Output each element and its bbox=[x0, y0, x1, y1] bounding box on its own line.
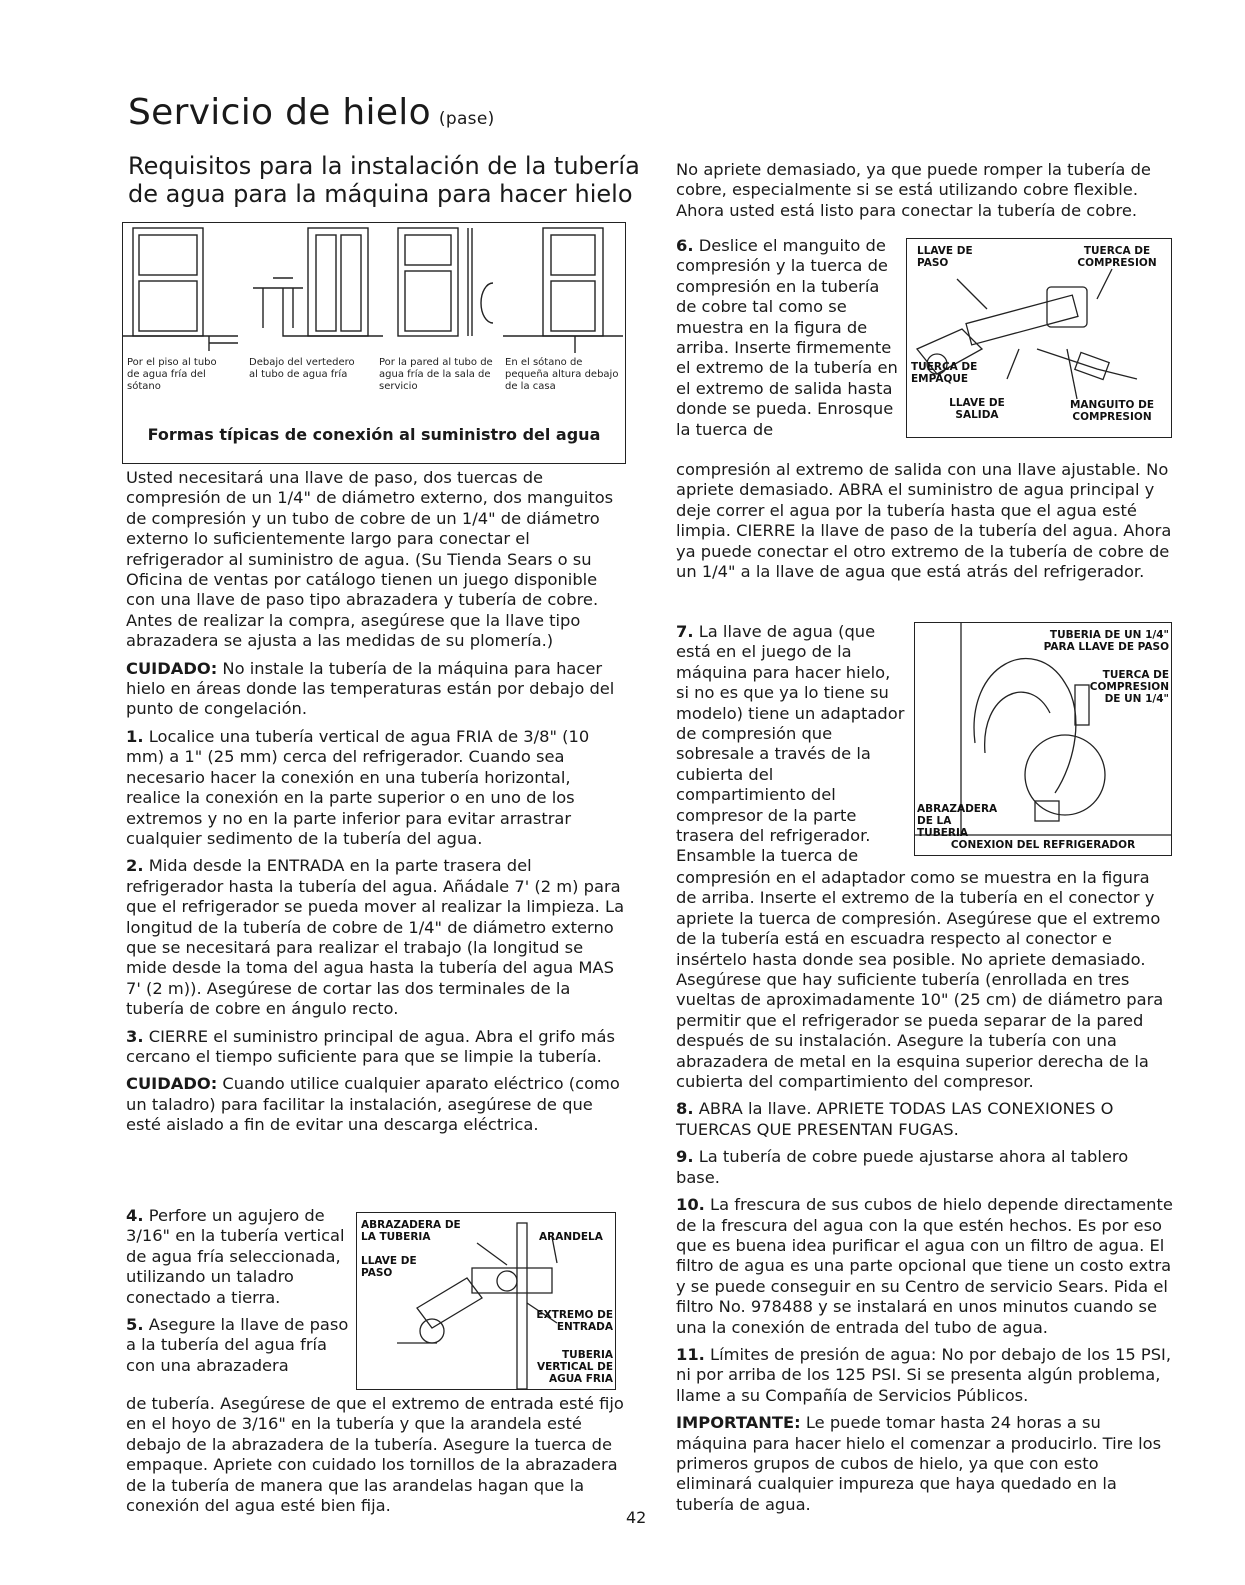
important-text: Le puede tomar hasta 24 horas a su máquina para hacer hielo el comenzar a producirlo. Tire los primeros grupos de cubos de hielo, ya que con esto eliminará cualquier impureza que haya quedado en la tubería de agua. bbox=[676, 1413, 1162, 1514]
step-text: CIERRE el suministro principal de agua. Abra el grifo más cercano el tiempo suficiente para que se limpie la tubería. bbox=[126, 1026, 615, 1066]
step-9 bbox=[676, 1147, 1174, 1188]
label-tuerca-compresion: TUERCA DE COMPRESION bbox=[1077, 245, 1157, 269]
important-label: IMPORTANTE: bbox=[676, 1413, 801, 1433]
right-column-rest bbox=[676, 868, 1174, 1522]
label-llave-paso: LLAVE DE PASO bbox=[361, 1255, 417, 1279]
figure-clamp-valve bbox=[356, 1212, 616, 1390]
label-llave-paso: LLAVE DE PASO bbox=[917, 245, 973, 269]
step-5 bbox=[126, 1315, 354, 1376]
label-tuberia: TUBERIA VERTICAL DE AGUA FRIA bbox=[536, 1349, 613, 1385]
figure-heading: Formas típicas de conexión al suministro del agua bbox=[147, 425, 601, 444]
figure-compression-fitting bbox=[906, 238, 1172, 438]
caution-freezing bbox=[126, 659, 626, 720]
step-number: 3. bbox=[126, 1026, 144, 1046]
step-8 bbox=[676, 1099, 1174, 1140]
step-text: La tubería de cobre puede ajustarse ahora al tablero base. bbox=[676, 1147, 1129, 1187]
step-number: 7. bbox=[676, 622, 694, 641]
step-number: 1. bbox=[126, 726, 144, 746]
label-conexion: CONEXION DEL REFRIGERADOR bbox=[950, 839, 1136, 851]
important-note bbox=[676, 1413, 1174, 1515]
step-number: 8. bbox=[676, 1099, 694, 1119]
step-text: ABRA la llave. APRIETE TODAS LAS CONEXIONES O TUERCAS QUE PRESENTAN FUGAS. bbox=[676, 1099, 1114, 1139]
caution-text: No instale la tubería de la máquina para hacer hielo en áreas donde las temperaturas están por debajo del punto de congelación. bbox=[126, 658, 615, 719]
step-number: 9. bbox=[676, 1147, 694, 1167]
step-text: Asegure la llave de paso a la tubería del agua fría con una abrazadera bbox=[126, 1315, 349, 1375]
caution-label: CUIDADO: bbox=[126, 1074, 218, 1094]
step-7-continued: compresión en el adaptador como se muestra en la figura de arriba. Inserte el extremo de la tubería en el conector y apriete la tuerca de compresión. Asegúrese que el extremo de la tubería está en escuadra respecto al conector e insértelo hasta donde sea posible. No apriete demasiado. Asegúrese que hay suficiente tubería (enrollada en tres vueltas de aproximadamente 10" (25 cm) de diámetro para permitir que el refrigerador se pueda separar de la pared después de su instalación. Asegure la tubería con una abrazadera de metal en la esquina superior derecha de la cubierta del compartimiento del compresor. bbox=[676, 868, 1164, 1092]
caution-label: CUIDADO: bbox=[126, 658, 218, 678]
right-column-step-6b bbox=[676, 460, 1174, 589]
step-number: 2. bbox=[126, 856, 144, 876]
caption-wall: Por la pared al tubo de agua fría de la sala de servicio bbox=[379, 357, 493, 392]
step-number: 6. bbox=[676, 236, 694, 255]
label-arandela: ARANDELA bbox=[539, 1231, 603, 1243]
step-text: Mida desde la ENTRADA en la parte trasera del refrigerador hasta la tubería del agua. Añádale 7' (2 m) para que el refrigerador se pueda mover al realizar la limpieza. La longitud de la tubería de cobre de 1/4" de diámetro externo que se necesitará para realizar el trabajo (la longitud se mide desde la toma del agua hasta la tubería del agua MAS 7' (2 m)). Asegúrese de cortar las dos terminales de la tubería de cobre en ángulo recto. bbox=[126, 856, 625, 1019]
left-column-end bbox=[126, 1394, 626, 1523]
label-llave-salida: LLAVE DE SALIDA bbox=[949, 397, 1005, 421]
right-column-top bbox=[676, 160, 1174, 228]
step-6-continued: compresión al extremo de salida con una llave ajustable. No apriete demasiado. ABRA el suministro de agua principal y deje correr el agua por la tubería hasta que el agua esté limpia. CIERRE la llave de paso de la tubería del agua. Ahora ya puede conectar el otro extremo de la tubería de cobre de un 1/4" a la llave de agua que está atrás del refrigerador. bbox=[676, 460, 1172, 582]
left-column-steps-4-5 bbox=[126, 1206, 354, 1383]
page-title bbox=[128, 92, 495, 133]
caution-electric bbox=[126, 1074, 626, 1135]
step-text: Perfore un agujero de 3/16" en la tubería vertical de agua fría seleccionada, utilizando un taladro conectado a tierra. bbox=[126, 1206, 345, 1307]
step-4 bbox=[126, 1206, 354, 1308]
label-tuberia: TUBERIA DE UN 1/4" PARA LLAVE DE PASO bbox=[1043, 629, 1169, 653]
step-number: 5. bbox=[126, 1315, 144, 1335]
step-number: 11. bbox=[676, 1344, 705, 1364]
label-tuerca-empaque: TUERCA DE EMPAQUE bbox=[911, 361, 978, 385]
step-text: Localice una tubería vertical de agua FRIA de 3/8" (10 mm) a 1" (25 mm) cerca del refrigerador. Cuando sea necesario hacer la conexión en una tubería horizontal, realice la conexión en la parte superior o en uno de los extremos y no en la parte inferior para evitar arrastrar cualquier sedimento de la tubería del agua. bbox=[126, 726, 590, 848]
caption-floor: Por el piso al tubo de agua fría del sótano bbox=[127, 357, 217, 392]
left-column bbox=[126, 468, 626, 1143]
label-abrazadera: ABRAZADERA DE LA TUBERIA bbox=[361, 1219, 461, 1243]
page-number: 42 bbox=[626, 1508, 647, 1527]
right-column-step-6a bbox=[676, 236, 904, 440]
step-3 bbox=[126, 1027, 626, 1068]
step-text: Deslice el manguito de compresión y la tuerca de compresión en la tubería de cobre tal como se muestra en la figura de arriba. Inserte firmemente el extremo de la tubería en el extremo de salida hasta donde se pueda. Enrosque la tuerca de bbox=[676, 236, 898, 439]
section-subtitle: Requisitos para la instalación de la tubería de agua para la máquina para hacer hielo bbox=[128, 152, 640, 208]
right-column-step-7a bbox=[676, 622, 906, 867]
label-tuerca: TUERCA DE COMPRESION DE UN 1/4" bbox=[1089, 669, 1169, 705]
caption-crawlspace: En el sótano de pequeña altura debajo de la casa bbox=[505, 357, 619, 392]
intro-paragraph: Usted necesitará una llave de paso, dos tuercas de compresión de un 1/4" de diámetro externo, dos manguitos de compresión y un tubo de cobre de un 1/4" de diámetro externo lo suficientemente largo para conectar el refrigerador al suministro de agua. (Su Tienda Sears o su Oficina de ventas por catálogo tienen un juego disponible con una llave de paso tipo abrazadera y tubería de cobre. Antes de realizar la compra, asegúrese que la llave tipo abrazadera se ajusta a las medidas de su plomería.) bbox=[126, 468, 614, 651]
step-1 bbox=[126, 727, 626, 849]
figure-refrigerator-connection bbox=[914, 622, 1172, 856]
step-text: La llave de agua (que está en el juego de la máquina para hacer hielo, si no es que ya lo tiene su modelo) tiene un adaptador de compresión que sobresale a través de la cubierta del compartimiento del compresor de la parte trasera del refrigerador. Ensamble la tuerca de bbox=[676, 622, 905, 866]
step-text: Límites de presión de agua: No por debajo de los 15 PSI, ni por arriba de los 125 PSI. Si se presenta algún problema, llame a su Compañía de Servicios Públicos. bbox=[676, 1344, 1172, 1405]
step-2 bbox=[126, 856, 626, 1019]
step-number: 10. bbox=[676, 1195, 705, 1215]
label-extremo: EXTREMO DE ENTRADA bbox=[536, 1309, 613, 1333]
tightening-note: No apriete demasiado, ya que puede romper la tubería de cobre, especialmente si se está utilizando cobre flexible. Ahora usted está listo para conectar la tubería de cobre. bbox=[676, 160, 1151, 220]
figure-water-connections bbox=[122, 222, 626, 464]
caution-text: Cuando utilice cualquier aparato eléctrico (como un taladro) para facilitar la instalación, asegúrese de que esté aislado a fin de evitar una descarga eléctrica. bbox=[126, 1074, 620, 1135]
step-10 bbox=[676, 1195, 1174, 1338]
title-suffix: (pase) bbox=[438, 109, 495, 129]
connections-illustration bbox=[123, 223, 625, 358]
step-7 bbox=[676, 622, 906, 867]
caption-sink: Debajo del vertedero al tubo de agua fría bbox=[249, 357, 355, 380]
step-6 bbox=[676, 236, 904, 440]
step-5-continued: de tubería. Asegúrese de que el extremo de entrada esté fijo en el hoyo de 3/16" en la tubería y que la arandela esté debajo de la abrazadera de la tubería. Asegure la tuerca de empaque. Apriete con cuidado los tornillos de la abrazadera de la tubería de manera que las arandelas hagan que la conexión del agua esté bien fija. bbox=[126, 1394, 624, 1516]
step-number: 4. bbox=[126, 1206, 144, 1225]
step-text: La frescura de sus cubos de hielo depende directamente de la frescura del agua con la que estén hechos. Es por eso que es buena idea purificar el agua con un filtro de agua. El filtro de agua es una parte opcional que tiene un costo extra y se puede conseguir en su Centro de servicio Sears. Pida el filtro No. 978488 y se instalará en unos minutos cuando se una la conexión de entrada del tubo de agua. bbox=[676, 1195, 1173, 1337]
label-manguito: MANGUITO DE COMPRESION bbox=[1069, 399, 1155, 423]
label-abrazadera: ABRAZADERA DE LA TUBERIA bbox=[917, 803, 998, 839]
title-text: Servicio de hielo bbox=[128, 92, 431, 133]
step-11 bbox=[676, 1345, 1174, 1406]
